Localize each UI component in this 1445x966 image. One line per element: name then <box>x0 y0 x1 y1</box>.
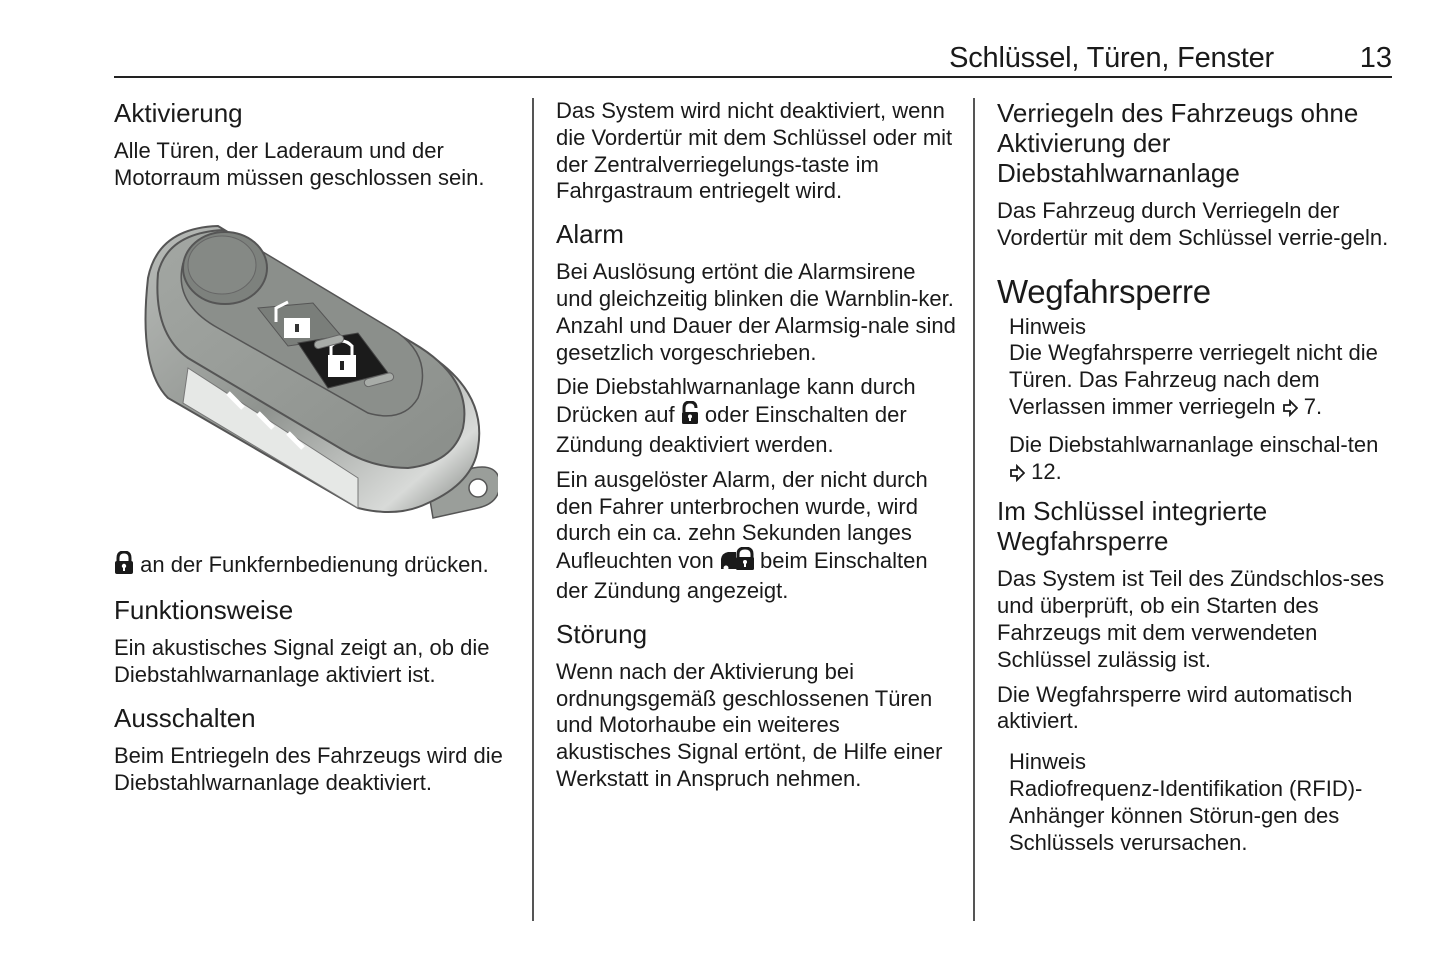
note-box-1 <box>1009 314 1397 489</box>
paragraph-aktivierung: Alle Türen, der Laderaum und der Motorraum müssen geschlossen sein. <box>114 138 485 190</box>
note-paragraph-2 <box>1009 432 1397 489</box>
text-press-lock: an der Funkfernbedienung drücken. <box>140 551 489 577</box>
heading-stoerung: Störung <box>556 618 648 649</box>
paragraph-stoerung: Wenn nach der Aktivierung bei ordnungsgemäß geschlossenen Türen und Motorhaube ein weiteres akustisches Signal ertönt, de Hilfe einer Werkstatt in Anspruch nehmen. <box>556 658 943 791</box>
page-reference-arrow-icon <box>1282 397 1298 424</box>
page-header <box>114 40 1392 78</box>
note-paragraph-rfid: Radiofrequenz-Identifikation (RFID)-Anhänger können Störun-gen des Schlüssels verursachen. <box>1009 775 1363 855</box>
heading-ausschalten: Ausschalten <box>114 702 256 733</box>
heading-funktionsweise: Funktionsweise <box>114 595 294 626</box>
heading-alarm: Alarm <box>556 219 624 250</box>
paragraph-press-lock <box>114 551 514 582</box>
column-divider <box>973 98 975 921</box>
page-reference-link[interactable]: 12. <box>1031 458 1062 484</box>
heading-integrierte-wegfahrsperre: Im Schlüssel integrierte Wegfahrsperre <box>997 496 1268 557</box>
paragraph-alarm-2 <box>556 374 956 458</box>
column-right <box>997 98 1397 864</box>
paragraph-integriert-1: Das System ist Teil des Zündschlos-ses und überprüft, ob ein Starten des Fahrzeugs mit dem verwendeten Schlüssel zulässig ist. <box>997 566 1385 672</box>
heading-aktivierung: Aktivierung <box>114 98 243 128</box>
note-paragraph-1 <box>1009 340 1397 423</box>
text-alarm-2-before: Die Diebstahlwarnanlage kann durch Drücken auf <box>556 374 916 428</box>
note-text-2: Die Diebstahlwarnanlage einschal-ten <box>1009 431 1379 457</box>
paragraph-integriert-2: Die Wegfahrsperre wird automatisch aktiviert. <box>997 681 1353 734</box>
lock-closed-icon <box>114 551 134 582</box>
chapter-title: Schlüssel, Türen, Fenster <box>949 42 1274 74</box>
text-alarm-2-after: oder Einschalten der Zündung deaktiviert werden. <box>556 402 907 457</box>
text-alarm-3-after: beim Einschalten der Zündung angezeigt. <box>556 548 928 603</box>
paragraph-system-not-deactivated: Das System wird nicht deaktiviert, wenn die Vordertür mit dem Schlüssel oder mit der Zentralverriegelungs-taste im Fahrgastraum entriegelt wird. <box>556 98 953 204</box>
column-left <box>114 98 514 805</box>
paragraph-verriegeln: Das Fahrzeug durch Verriegeln der Vordertür mit dem Schlüssel verrie-geln. <box>997 198 1389 250</box>
note-box-2 <box>1009 749 1397 856</box>
heading-verriegeln-ohne-dwa: Verriegeln des Fahrzeugs ohne Aktivierung der Diebstahlwarnanlage <box>997 98 1359 188</box>
page-number: 13 <box>1359 42 1392 74</box>
paragraph-alarm-1: Bei Auslösung ertönt die Alarmsirene und gleichzeitig blinken die Warnblin-ker. Anzahl und Dauer der Alarmsig-nale sind gesetzlich vorgeschrieben. <box>556 259 956 365</box>
column-divider <box>532 98 534 921</box>
page-reference-link[interactable]: 7. <box>1303 393 1323 419</box>
note-text-1: Die Wegfahrsperre verriegelt nicht die Türen. Das Fahrzeug nach dem Verlassen immer verriegeln <box>1009 340 1378 419</box>
heading-wegfahrsperre: Wegfahrsperre <box>997 272 1211 310</box>
column-middle <box>556 98 956 801</box>
page-reference-arrow-icon <box>1009 462 1025 489</box>
key-fob-illustration <box>128 218 498 533</box>
paragraph-funktionsweise: Ein akustisches Signal zeigt an, ob die Diebstahlwarnanlage aktiviert ist. <box>114 635 490 688</box>
lock-open-icon <box>681 401 699 432</box>
paragraph-alarm-3 <box>556 467 956 605</box>
car-alarm-indicator-icon <box>720 547 754 578</box>
note-label: Hinweis <box>1009 749 1087 775</box>
text-alarm-3-before: Ein ausgelöster Alarm, der nicht durch den Fahrer unterbrochen wurde, wird durch ein ca. zehn Sekunden langes Aufleuchten von <box>556 466 928 574</box>
note-label: Hinweis <box>1009 313 1087 339</box>
paragraph-ausschalten: Beim Entriegeln des Fahrzeugs wird die Diebstahlwarnanlage deaktiviert. <box>114 742 503 795</box>
